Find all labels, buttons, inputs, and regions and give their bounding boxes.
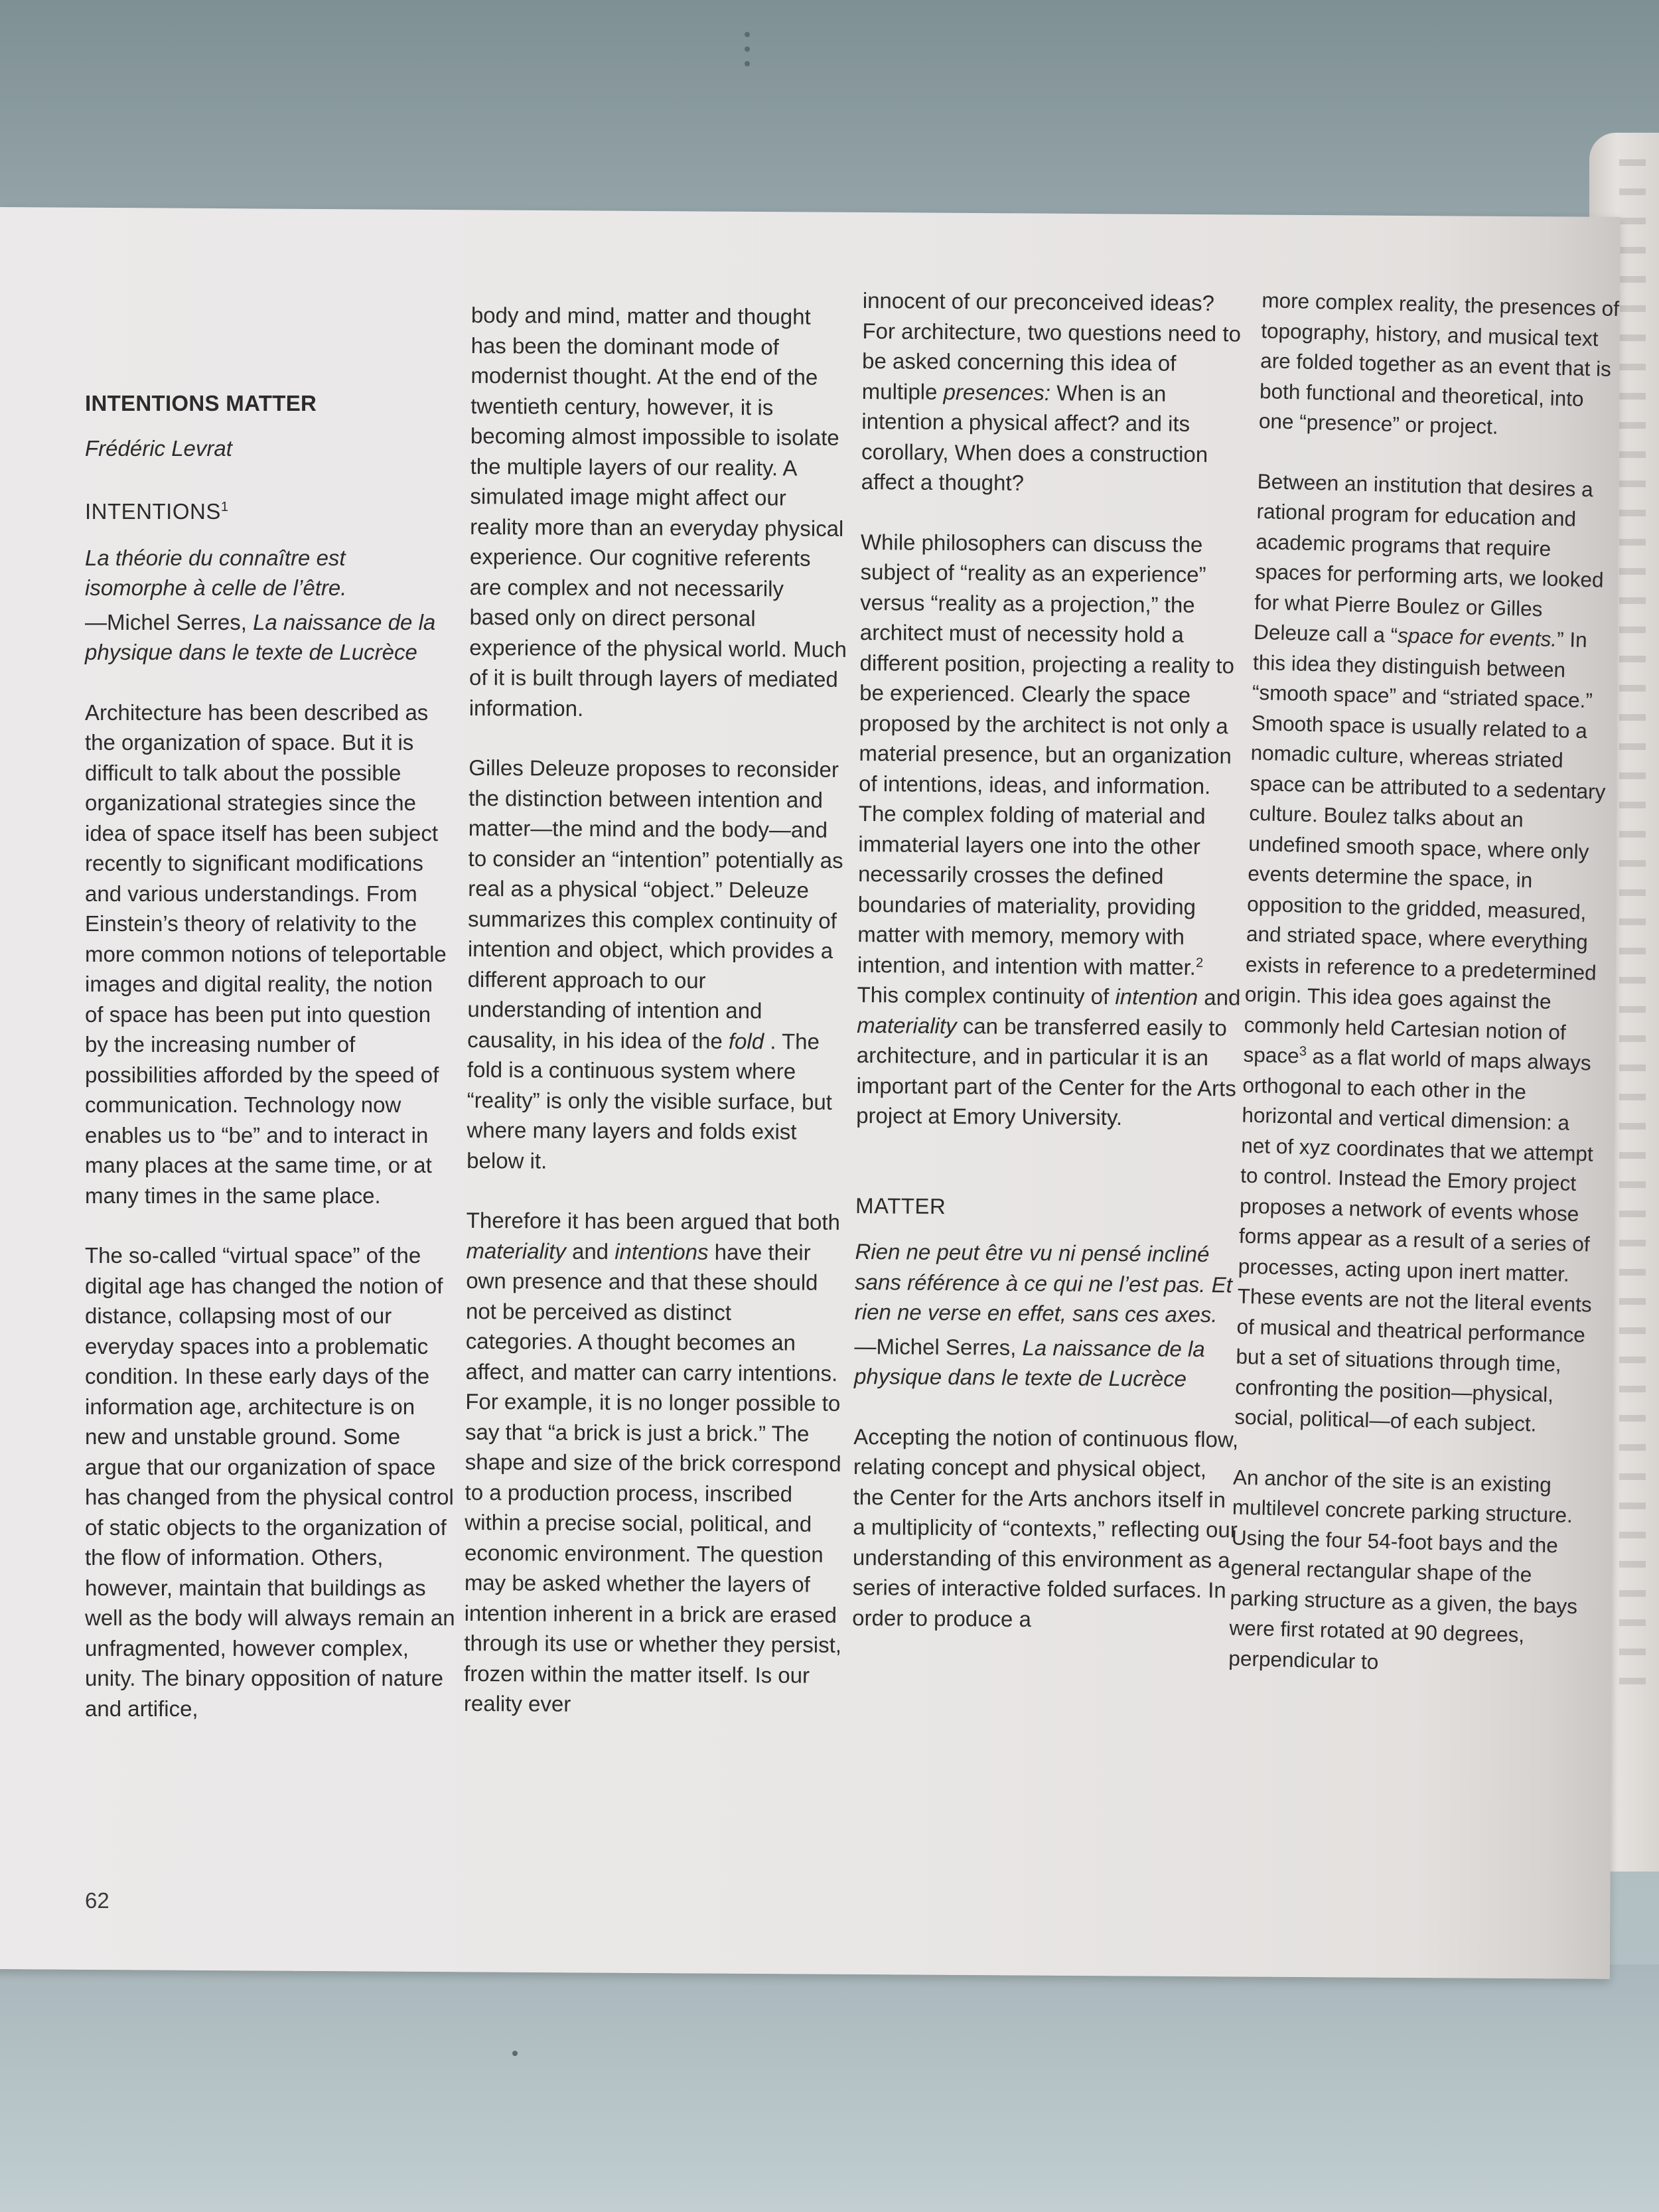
wall-mark [745,61,750,66]
footnote-marker: 3 [1299,1044,1307,1059]
paragraph: body and mind, matter and thought has been the dominant mode of modernist thought. At the end of the twentieth century, however, it is becoming almost impossible to isolate the multiple layers of our reality. A simulated image might affect our reality more than an everyday physical experience. Our cognitive referents are complex and not necessarily based only on direct personal experience of the physical world. Much of it is built through layers of mediated information. [469,302,847,721]
footnote-marker: 2 [1195,955,1204,970]
background-top [0,0,1659,212]
wall-mark [745,46,750,52]
epigraph: La théorie du connaître est isomorphe à celle de l’être. [85,545,347,600]
paragraph: The so-called “virtual space” of the digital age has changed the notion of distance, collapsing most of our everyday spaces into a problematic condition. In these early days of the information age, architecture is on new and unstable ground. Some argue that our organization of space has changed from the physical control of static objects to the organization of the flow of information. Others, however, maintain that buildings as well as the body will always remain an unfragmented, however complex, unity. The binary opposition of nature and artifice, [85,1243,455,1721]
section-heading-intentions: INTENTIONS$^1$ [85,499,229,524]
column-2 [464,300,849,1720]
wall-mark [512,2051,518,2056]
paragraph: Therefore it has been argued that both materiality and intentions have their own presence and that these should not be perceived as distinct categories. A thought becomes an affect, and matter can carry intentions. For example, it is no longer possible to say that “a brick is just a brick.” The shape and size of the brick correspond to a production process, inscribed within a precise social, political, and economic environment. The question may be asked whether the layers of intention inherent in a brick are erased through its use or whether they persist, frozen within the matter itself. Is our reality ever [463,1207,842,1716]
section-heading-matter: MATTER [855,1193,946,1218]
paragraph: Between an institution that desires a rational program for education and academic programs that require spaces for performing arts, we looked for what Pierre Boulez or Gilles Deleuze call a “space for events.” In this idea they distinguish between “smooth space” and “striated space.” Smooth space is usually related to a nomadic culture, whereas striated space can be attributed to a sedentary culture. Boulez talks about an undefined smooth space, where only events determine the space, in opposition to the gridded, measured, and striated space, where everything exists in reference to a predetermined origin. This idea goes against the commonly held Cartesian notion of space$^3$ as a flat world of maps always orthogonal to each other in the horizontal and vertical dimension: a net of xyz coordinates that we attempt to control. Instead the Emory project proposes a network of events whose forms appear as a result of a series of processes, acting upon inert matter. These events are not the literal events of musical and theatrical performance but a set of situations through time, confronting the position—physical, social, political—of each subject. [1234,469,1606,1436]
page-number: 62 [85,1888,109,1913]
paragraph: Accepting the notion of continuous flow, relating concept and physical object, the Center for the Arts anchors itself in a multiplicity of “contexts,” reflecting our understanding of this environment as a series of interactive folded surfaces. In order to produce a [852,1424,1239,1631]
article-author: Frédéric Levrat [85,435,232,461]
article-title: INTENTIONS MATTER [85,391,317,415]
column-4 [1228,285,1621,1682]
paragraph: innocent of our preconceived ideas? For architecture, two questions need to be asked concerning this idea of multiple presences: When is an intention a physical affect? and its corollary, When does a construction affect a thought? [861,287,1242,495]
column-3 [852,285,1248,1635]
paragraph: Gilles Deleuze proposes to reconsider the distinction between intention and matter—the mind and the body—and to consider an “intention” potentially as real as a physical “object.” Deleuze summarizes this complex continuity of intention and object, which provides a different approach to our understanding of intention and causality, in his idea of the fold . The fold is a continuous system where “reality” is only the visible surface, but where many layers and folds exist below it. [467,755,843,1173]
wall-mark [745,32,750,37]
background-bottom [0,1964,1659,2212]
epigraph-attribution: —Michel Serres, La naissance de la physique dans le texte de Lucrèce [85,609,436,664]
epigraph: Rien ne peut être vu ni pensé incliné sans référence à ce qui ne l’est pas. Et rien ne verse en effet, sans ces axes. [854,1238,1232,1327]
paragraph: Architecture has been described as the organization of space. But it is difficult to talk about the possible organizational strategies since the idea of space itself has been subject recently to significant modifications and various understandings. From Einstein’s theory of relativity to the more common notions of teleportable images and digital reality, the notion of space has been put into question by the increasing number of possibilities afforded by the speed of communication. Technology now enables us to “be” and to interact in many places at the same time, or at many times in the same place. [85,700,447,1208]
paragraph: more complex reality, the presences of topography, history, and musical text are folded together as an event that is both functional and theoretical, into one “presence” or project. [1258,287,1620,439]
facing-page-text-edge [1619,159,1646,1686]
paragraph: While philosophers can discuss the subject of “reality as an experience” versus “reality as a projection,” the architect must of necessity hold a different position, projecting a reality to be experienced. Clearly the space proposed by the architect is not only a material presence, but an organization of intentions, ideas, and information. The complex folding of material and immaterial layers one into the other necessarily crosses the defined boundaries of materiality, providing matter with memory, memory with intention, and intention with matter.$^2$ This complex continuity of intention and materiality can be transferred easily to architecture, and in particular it is an important part of the Center for the Arts project at Emory University. [856,529,1241,1130]
column-1 [85,388,457,1724]
footnote-marker: 1 [220,500,229,514]
paragraph: An anchor of the site is an existing multilevel concrete parking structure. Using the four 54-foot bays and the general rectangular shape of the parking structure as a given, the bays were first rotated at 90 degrees, perpendicular to [1228,1464,1578,1674]
epigraph-attribution: —Michel Serres, La naissance de la physique dans le texte de Lucrèce [853,1333,1205,1391]
